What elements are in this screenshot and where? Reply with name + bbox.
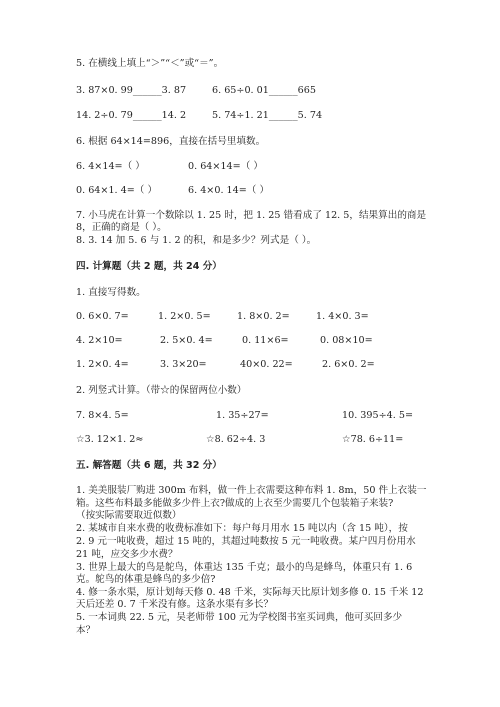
- oral-item: 2. 5×0. 4=: [160, 335, 213, 346]
- q5-item-1: 3. 87×0. 99______3. 87: [76, 85, 187, 96]
- oral-item: 40×0. 22=: [240, 359, 293, 370]
- q5-row-1: [76, 84, 476, 98]
- s5-line: 21 吨，应交多少水费？: [76, 549, 178, 560]
- vertical-row-2: [76, 433, 476, 447]
- q6-row-1: [76, 160, 476, 174]
- s5-line: 天后还差 0. 7 千米没有修。这条水渠有多长？: [76, 599, 274, 610]
- oral-item: 4. 2×10=: [76, 335, 123, 346]
- q6-title: 6. 根据 64×14=896，直接在括号里填数。: [76, 136, 266, 147]
- oral-item: 1. 8×0. 2=: [237, 311, 290, 322]
- vertical-item: 10. 395÷4. 5=: [342, 410, 414, 421]
- oral-row-2: [76, 334, 476, 348]
- q5-title: 5. 在横线上填上“＞”“＜”或“＝”。: [76, 58, 224, 69]
- oral-item: 1. 2×0. 4=: [76, 359, 129, 370]
- oral-item: 1. 2×0. 5=: [158, 311, 211, 322]
- s5-line: 3. 世界上最大的鸟是鸵鸟，体重达 135 千克；最小的鸟是蜂鸟，体重只有 1. 6: [76, 562, 413, 573]
- q5-item-4: 5. 74÷1. 21______5. 74: [212, 110, 323, 121]
- s4-q2-title: 2. 列竖式计算。（带☆的保留两位小数）: [76, 385, 247, 396]
- vertical-item: 1. 35÷27=: [216, 410, 269, 421]
- oral-item: 2. 6×0. 2=: [322, 359, 375, 370]
- vertical-item: ☆3. 12×1. 2≈: [76, 434, 144, 445]
- q5-item-2: 6. 65÷0. 01______665: [212, 85, 316, 96]
- s5-line: 4. 修一条水渠，原计划每天修 0. 48 千米，实际每天比原计划多修 0. 15 千米 12: [76, 587, 424, 598]
- section-5-heading: 五. 解答题（共 6 题，共 32 分）: [76, 460, 222, 471]
- q7-line-2: 8，正确的商是（ ）。: [76, 222, 167, 233]
- q6-item-3: 0. 64×1. 4=（ ）: [76, 185, 158, 196]
- q5-row-2: [76, 109, 476, 123]
- vertical-item: 7. 8×4. 5=: [76, 410, 129, 421]
- vertical-item: ☆78. 6÷11=: [342, 434, 404, 445]
- q5-item-3: 14. 2÷0. 79______14. 2: [76, 110, 187, 121]
- section-4-heading: 四. 计算题（共 2 题，共 24 分）: [76, 261, 222, 272]
- s5-line: 2. 9 元一吨收费，超过 15 吨的，其超过吨数按 5 元一吨收费。某户四月份用水: [76, 536, 416, 547]
- vertical-item: ☆8. 62÷4. 3: [206, 434, 266, 445]
- oral-row-3: [76, 358, 476, 372]
- oral-item: 1. 4×0. 3=: [316, 311, 369, 322]
- s5-line: 2. 某城市自来水费的收费标准如下：每户每月用水 15 吨以内（含 15 吨），按: [76, 523, 408, 534]
- s4-q1-title: 1. 直接写得数。: [76, 287, 146, 298]
- s5-line: 箱。这些布料最多能做多少件上衣?做成的上衣至少需要几个包装箱子来装?: [76, 498, 394, 509]
- oral-item: 0. 11×6=: [242, 335, 289, 346]
- vertical-row-1: [76, 409, 476, 423]
- q8-text: 8. 3. 14 加 5. 6 与 1. 2 的积，和是多少？列式是（ ）。: [76, 235, 317, 246]
- oral-item: 3. 3×20=: [160, 359, 207, 370]
- q6-item-4: 6. 4×0. 14=（ ）: [188, 185, 270, 196]
- s5-line: 1. 美美服装厂购进 300m 布料，做一件上衣需要这种布料 1. 8m，50 件上衣装一: [76, 485, 427, 496]
- q6-row-2: [76, 184, 476, 198]
- oral-item: 0. 6×0. 7=: [76, 311, 129, 322]
- oral-row-1: [76, 310, 476, 324]
- q7-line-1: 7. 小马虎在计算一个数除以 1. 25 时，把 1. 25 错看成了 12. 5，结果算出的商是: [76, 210, 427, 221]
- s5-line: （按实际需要取近似数）: [76, 510, 182, 521]
- q6-item-1: 6. 4×14=（ ）: [76, 161, 145, 172]
- s5-line: 本？: [76, 625, 96, 636]
- s5-line: 克。鸵鸟的体重是蜂鸟的多少倍?: [76, 574, 216, 585]
- oral-item: 0. 08×10=: [320, 335, 373, 346]
- q6-item-2: 0. 64×14=（ ）: [188, 161, 263, 172]
- s5-line: 5. 一本词典 22. 5 元，吴老师带 100 元为学校图书室买词典，他可买回多少: [76, 612, 403, 623]
